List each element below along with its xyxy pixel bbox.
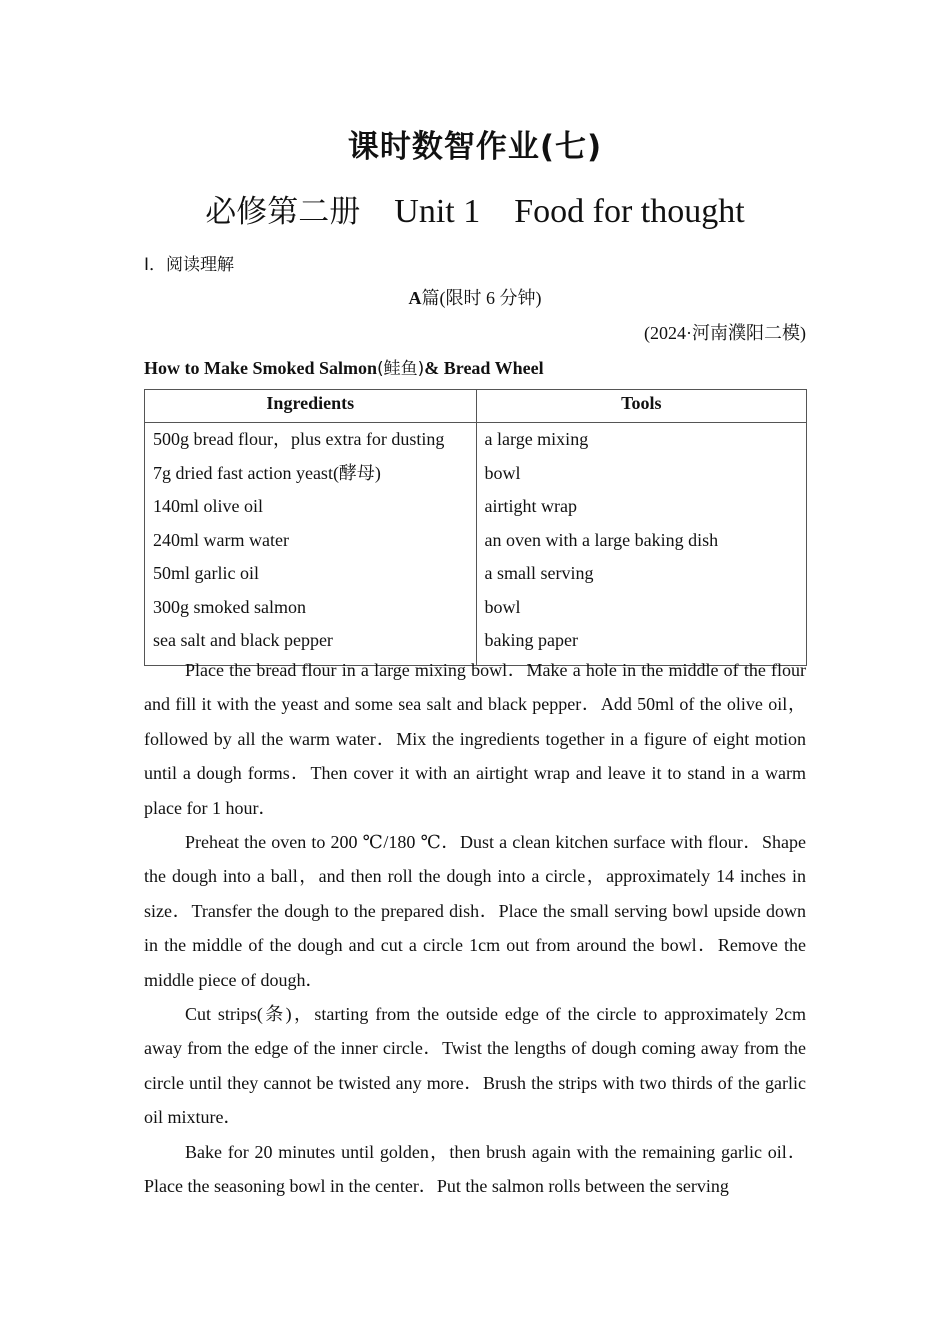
ingredient-item: 50ml garlic oil xyxy=(153,563,259,583)
section-heading: Ⅰ．阅读理解 xyxy=(144,255,235,275)
ingredients-tools-table xyxy=(144,389,807,666)
passage-heading xyxy=(144,285,806,311)
table-row xyxy=(145,423,807,666)
tool-item: airtight wrap xyxy=(484,496,578,516)
tool-item: an oven with a large baking dish xyxy=(484,529,719,550)
recipe-title-part2: & Bread Wheel xyxy=(424,358,544,378)
tool-item: a large mixing xyxy=(484,429,589,449)
page-title: 课时数智作业(七) xyxy=(347,129,603,165)
tool-item: a small serving xyxy=(484,563,594,583)
paragraph: Cut strips(条)，starting from the outside edge of the circle to approximately 2cm away from the edge of the inner circle．Twist the lengths of dough coming away from the circle until they cannot be twisted any more．Brush the strips with two thirds of the garlic oil mixture． xyxy=(144,1004,806,1128)
recipe-title-part1: How to Make Smoked Salmon xyxy=(144,358,378,378)
ingredient-item: 240ml warm water xyxy=(153,529,289,550)
column-header-ingredients: Ingredients xyxy=(145,390,477,423)
tool-item: bowl xyxy=(484,596,521,617)
tool-item: baking paper xyxy=(484,630,579,650)
tools-cell xyxy=(476,423,806,666)
ingredient-item: sea salt and black pepper xyxy=(153,630,333,650)
unit-subtitle xyxy=(144,188,806,236)
unit-label: Unit 1 xyxy=(394,193,481,230)
recipe-title xyxy=(144,355,544,382)
table-header-row xyxy=(145,390,807,423)
ingredient-item: 300g smoked salmon xyxy=(153,596,306,617)
tool-item: bowl xyxy=(484,462,521,483)
paragraph: Preheat the oven to 200 ℃/180 ℃．Dust a clean kitchen surface with flour．Shape the dough into a ball，and then roll the dough into a circle，approximately 14 inches in size．Transfer the dough to the prepared dish．Place the small serving bowl upside down in the middle of the dough and cut a circle 1cm out from around the bowl．Remove the middle piece of dough． xyxy=(144,832,806,990)
recipe-title-cn: (鲑鱼) xyxy=(377,359,425,379)
ingredients-cell xyxy=(145,423,477,666)
book-label: 必修第二册 xyxy=(205,194,361,230)
ingredient-item: 500g bread flour，plus extra for dusting xyxy=(153,429,445,449)
paragraph: Place the bread flour in a large mixing bowl．Make a hole in the middle of the flour and fill it with the yeast and some sea salt and black pepper．Add 50ml of the olive oil，followed by all the warm water．Mix the ingredients together in a figure of eight motion until a dough forms．Then cover it with an airtight wrap and leave it to stand in a warm place for 1 hour． xyxy=(144,660,806,818)
passage-body xyxy=(144,653,806,1204)
passage-source: (2024·河南濮阳二模) xyxy=(644,323,806,343)
column-header-tools: Tools xyxy=(476,390,806,423)
ingredient-item: 140ml olive oil xyxy=(153,496,263,516)
passage-time-limit: 篇(限时 6 分钟) xyxy=(421,288,542,308)
passage-label: A xyxy=(408,288,422,308)
unit-name: Food for thought xyxy=(514,193,745,230)
ingredient-item: 7g dried fast action yeast(酵母) xyxy=(153,462,381,483)
paragraph: Bake for 20 minutes until golden，then brush again with the remaining garlic oil．Place the seasoning bowl in the center．Put the salmon rolls between the serving xyxy=(144,1141,806,1197)
